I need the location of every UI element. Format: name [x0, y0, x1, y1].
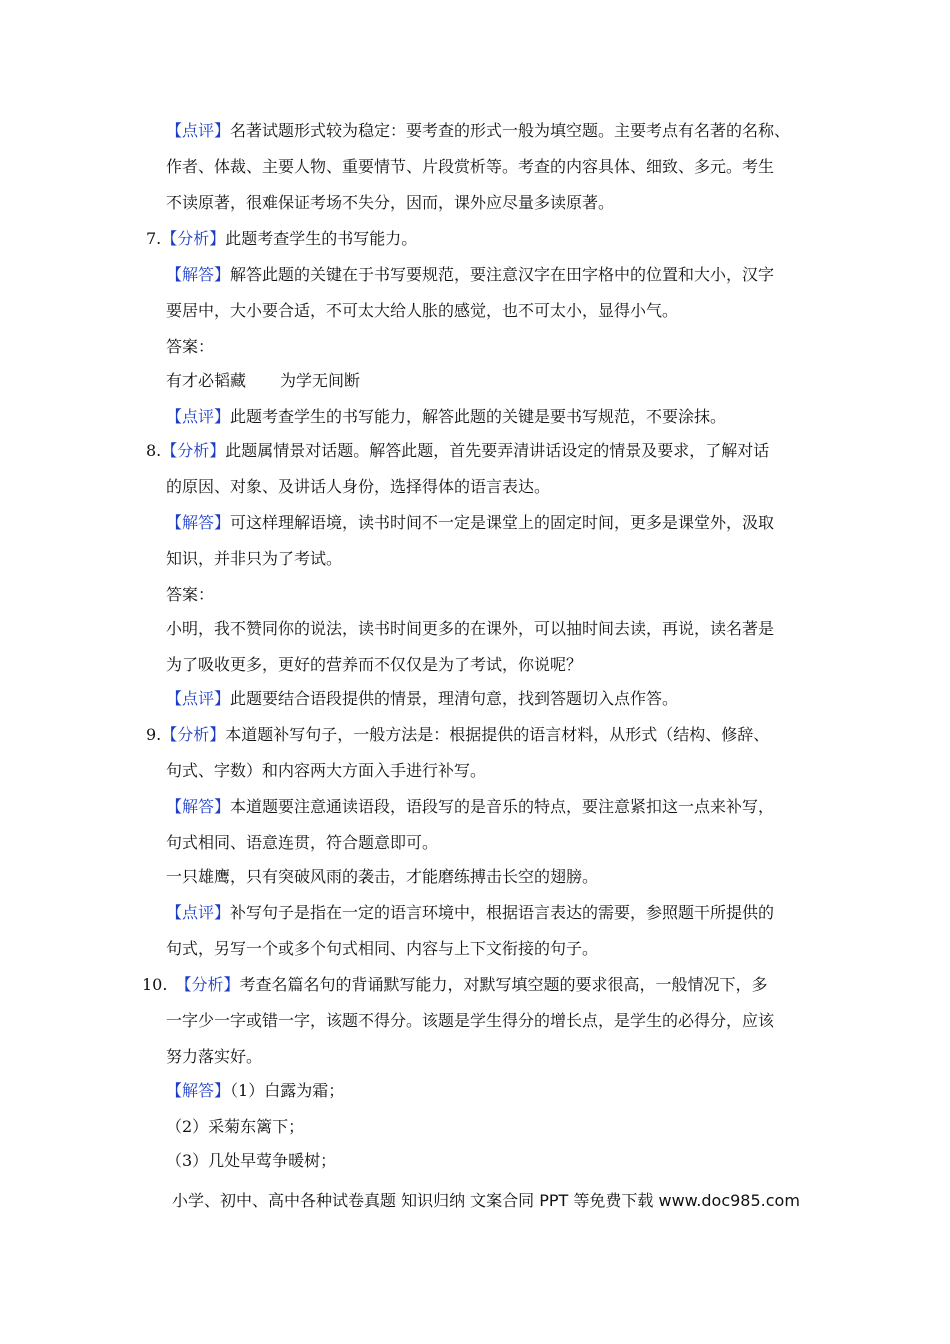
q7-comment-line	[166, 406, 726, 428]
q7-number: 7.	[146, 229, 162, 248]
q9-analysis-text-1: 本道题补写句子，一般方法是：根据提供的语言材料，从形式（结构、修辞、	[225, 725, 770, 744]
q8-number: 8.	[146, 441, 162, 460]
q8-answer-content-1: 小明，我不赞同你的说法，读书时间更多的在课外，可以抽时间去读，再说，读名著是	[166, 619, 775, 638]
q6-comment-line-2: 作者、体裁、主要人物、重要情节、片段赏析等。考查的内容具体、细致、多元。考生	[166, 157, 775, 176]
q8-analysis-line-2: 的原因、对象、及讲话人身份，选择得体的语言表达。	[166, 477, 551, 496]
q8-answer-text-1: 可这样理解语境，读书时间不一定是课堂上的固定时间，更多是课堂外，汲取	[230, 513, 775, 532]
analysis-tag: 【分析】	[161, 725, 226, 744]
comment-tag: 【点评】	[166, 121, 231, 140]
q7-answer-line-1	[166, 264, 774, 286]
q8-comment-text: 此题要结合语段提供的情景，理清句意，找到答题切入点作答。	[230, 689, 679, 708]
q8-answer-line-2: 知识，并非只为了考试。	[166, 549, 343, 568]
q10-answer-item-1: （1）白露为霜；	[230, 1081, 345, 1100]
q9-analysis-line-2: 句式、字数）和内容两大方面入手进行补写。	[166, 761, 487, 780]
q7-answer-phrase-1: 有才必韬藏	[166, 371, 247, 390]
q9-analysis-line-1	[146, 724, 769, 746]
q10-number: 10.	[142, 975, 168, 994]
q10-analysis-line-2: 一字少一字或错一字，该题不得分。该题是学生得分的增长点，是学生的必得分，应该	[166, 1011, 775, 1030]
q9-answer-content: 一只雄鹰，只有突破风雨的袭击，才能磨练搏击长空的翅膀。	[166, 867, 599, 886]
q9-comment-line-1	[166, 902, 774, 924]
q6-comment-text-1: 名著试题形式较为稳定：要考查的形式一般为填空题。主要考点有名著的名称、	[230, 121, 791, 140]
q7-answer-label: 答案：	[166, 337, 215, 356]
q6-comment-line-3: 不读原著，很难保证考场不失分，因而，课外应尽量多读原著。	[166, 193, 615, 212]
analysis-tag: 【分析】	[161, 441, 226, 460]
comment-tag: 【点评】	[166, 689, 231, 708]
q9-answer-line-1	[166, 796, 774, 818]
analysis-tag: 【分析】	[175, 975, 240, 994]
q8-analysis-text-1: 此题属情景对话题。解答此题，首先要弄清讲话设定的情景及要求，了解对话	[225, 441, 770, 460]
q9-comment-line-2: 句式，另写一个或多个句式相同、内容与上下文衔接的句子。	[166, 939, 599, 958]
comment-tag: 【点评】	[166, 903, 231, 922]
comment-tag: 【点评】	[166, 407, 231, 426]
q7-analysis-line	[146, 228, 417, 250]
q10-answer-item-3: （3）几处早莺争暖树；	[166, 1151, 337, 1170]
q10-answer-item-2: （2）采菊东篱下；	[166, 1117, 305, 1136]
q9-answer-line-2: 句式相同、语意连贯，符合题意即可。	[166, 833, 439, 852]
page-footer: 小学、初中、高中各种试卷真题 知识归纳 文案合同 PPT 等免费下载 www.doc985.com	[172, 1191, 800, 1210]
q8-comment-line	[166, 688, 678, 710]
q8-answer-label: 答案：	[166, 585, 215, 604]
answer-tag: 【解答】	[166, 1081, 231, 1100]
answer-tag: 【解答】	[166, 265, 231, 284]
q9-comment-text-1: 补写句子是指在一定的语言环境中，根据语言表达的需要，参照题干所提供的	[230, 903, 775, 922]
q7-comment-text: 此题考查学生的书写能力，解答此题的关键是要书写规范，不要涂抹。	[230, 407, 727, 426]
q7-answer-text-1: 解答此题的关键在于书写要规范，要注意汉字在田字格中的位置和大小，汉字	[230, 265, 775, 284]
q7-answer-line-2: 要居中，大小要合适，不可太大给人胀的感觉，也不可太小，显得小气。	[166, 301, 679, 320]
q10-analysis-text-1: 考查名篇名句的背诵默写能力，对默写填空题的要求很高，一般情况下，多	[239, 975, 768, 994]
q10-analysis-line-1	[142, 974, 767, 996]
q9-number: 9.	[146, 725, 162, 744]
q8-analysis-line-1	[146, 440, 769, 462]
q7-answer-content	[166, 370, 360, 392]
answer-tag: 【解答】	[166, 797, 231, 816]
analysis-tag: 【分析】	[161, 229, 226, 248]
q7-analysis-text: 此题考查学生的书写能力。	[225, 229, 418, 248]
q9-answer-text-1: 本道题要注意通读语段，语段写的是音乐的特点，要注意紧扣这一点来补写，	[230, 797, 775, 816]
q10-analysis-line-3: 努力落实好。	[166, 1047, 263, 1066]
q8-answer-content-2: 为了吸收更多，更好的营养而不仅仅是为了考试，你说呢？	[166, 655, 583, 674]
q6-comment-line-1	[166, 120, 790, 142]
q8-answer-line-1	[166, 512, 774, 534]
q7-answer-phrase-2: 为学无间断	[280, 371, 361, 390]
q10-answer-line-1	[166, 1080, 344, 1102]
answer-tag: 【解答】	[166, 513, 231, 532]
